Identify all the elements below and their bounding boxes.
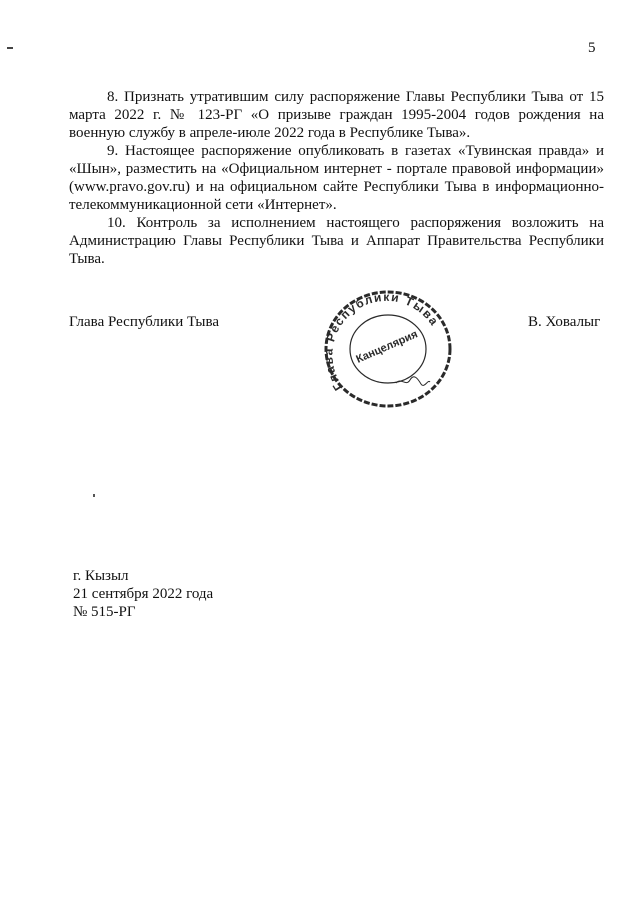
document-body [69,88,604,268]
footer-date: 21 сентября 2022 года [73,586,214,602]
footer-city: г. Кызыл [73,568,129,584]
stamp-ring-text [321,290,442,393]
stamp-signature-scribble [396,377,430,386]
paragraph-10: 10. Контроль за исполнением настоящего распоряжения возложить на Администрацию Главы Республики Тыва и Аппарат Правительства Республики Тыва. [69,215,604,267]
stamp-center-textpath: Канцелярия [354,328,420,366]
stamp-center-text [354,328,419,365]
office-stamp [318,287,458,411]
signatory-position: Глава Республики Тыва [69,314,220,330]
document-footer [73,567,213,621]
stamp-ring-textpath: Глава Республики Тыва [321,289,442,394]
scan-speck [93,494,95,497]
page-number: 5 [588,40,596,56]
paragraph-9: 9. Настоящее распоряжение опубликовать в газетах «Тувинская правда» и «Шын», разместить на «Официальном интернет - портале правовой информации» (www.pravo.gov.ru) и на официальном сайте Республики Тыва в информационно-телекоммуникационной сети «Интернет». [69,143,604,213]
footer-number: № 515-РГ [73,604,136,620]
signatory-name: В. Ховалыг [528,314,601,330]
edge-mark [7,47,13,49]
paragraph-8: 8. Признать утратившим силу распоряжение Главы Республики Тыва от 15 марта 2022 г. № 123-РГ «О призыве граждан 1995-2004 годов рождения на военную службу в апреле-июле 2022 года в Республике Тыва». [69,89,604,141]
